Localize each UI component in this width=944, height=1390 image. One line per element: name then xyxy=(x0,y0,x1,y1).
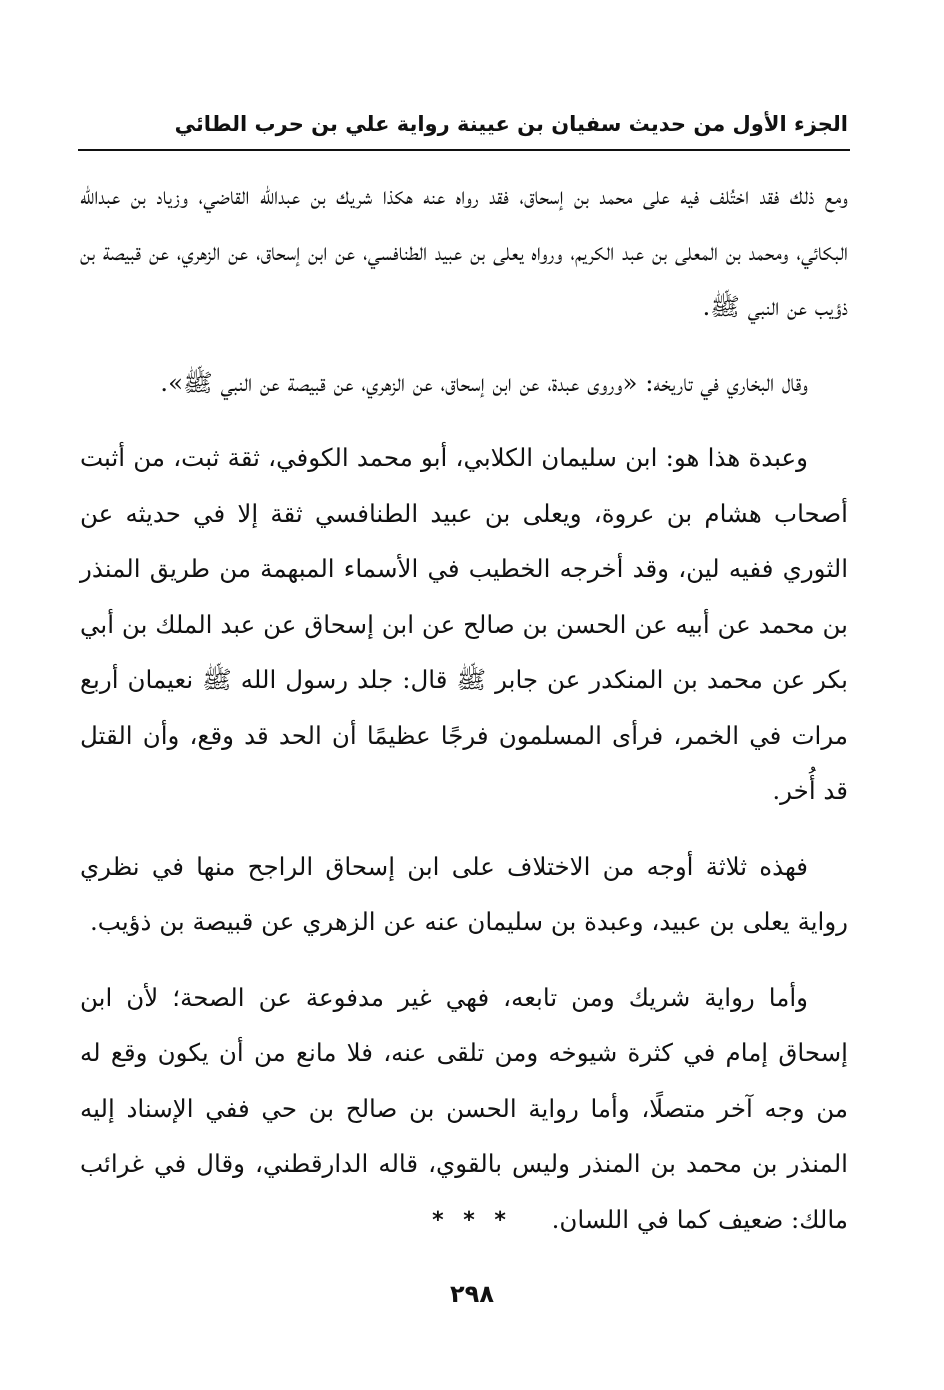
paragraph-1-text: ومع ذلك فقد اختُلف فيه على محمد بن إسحاق، فقد رواه عنه هكذا شريك بن عبدالله القاضي، وزياد بن عبدالله البكائي، ومحمد بن المعلى بن عبد الكريم، ورواه يعلى بن عبيد الطنافسي، عن ابن إسحاق، عن الزهري، عن قبيصة بن ذؤيب عن النبي ﷺ. xyxy=(80,181,848,321)
paragraph-1 xyxy=(80,168,848,335)
section-separator: * * * xyxy=(432,1208,512,1233)
running-header: الجزء الأول من حديث سفيان بن عيينة رواية علي بن حرب الطائي xyxy=(174,112,848,136)
paragraph-4-text: فهذه ثلاثة أوجه من الاختلاف على ابن إسحاق الراجح منها في نظري رواية يعلى بن عبيد، وعبدة بن سليمان عنه عن الزهري عن قبيصة بن ذؤيب. xyxy=(80,851,848,936)
paragraph-2 xyxy=(80,355,848,411)
page-body xyxy=(80,168,848,1247)
paragraph-5-text: وأما رواية شريك ومن تابعه، فهي غير مدفوعة عن الصحة؛ لأن ابن إسحاق إمام في كثرة شيوخه ومن تلقى عنه، فلا مانع من أن يكون وقع له من وجه آخر متصلًا، وأما رواية الحسن بن صالح بن حي ففي الإسناد إليه المنذر بن محمد بن المنذر وليس بالقوي، قاله الدارقطني، وقال في غرائب مالك: ضعيف كما في اللسان. xyxy=(80,982,848,1234)
page-number: ٢٩٨ xyxy=(450,1280,494,1308)
header-divider xyxy=(78,149,850,151)
paragraph-4 xyxy=(80,839,848,950)
paragraph-3-text: وعبدة هذا هو: ابن سليمان الكلابي، أبو محمد الكوفي، ثقة ثبت، من أثبت أصحاب هشام بن عروة، ويعلى بن عبيد الطنافسي ثقة إلا في حديثه عن الثوري ففيه لين، وقد أخرجه الخطيب في الأسماء المبهمة من طريق المنذر بن محمد عن أبيه عن الحسن بن صالح عن ابن إسحاق عن عبد الملك بن أبي بكر عن محمد بن المنكدر عن جابر ﷺ قال: جلد رسول الله ﷺ نعيمان أربع مرات في الخمر، فرأى المسلمون فرجًا عظيمًا أن الحد قد وقع، وأن القتل قد أُخر. xyxy=(80,443,848,805)
paragraph-5 xyxy=(80,970,848,1248)
paragraph-2-text: وقال البخاري في تاريخه: «وروى عبدة، عن ابن إسحاق، عن الزهري، عن قبيصة عن النبي ﷺ». xyxy=(160,367,808,397)
paragraph-3 xyxy=(80,430,848,819)
